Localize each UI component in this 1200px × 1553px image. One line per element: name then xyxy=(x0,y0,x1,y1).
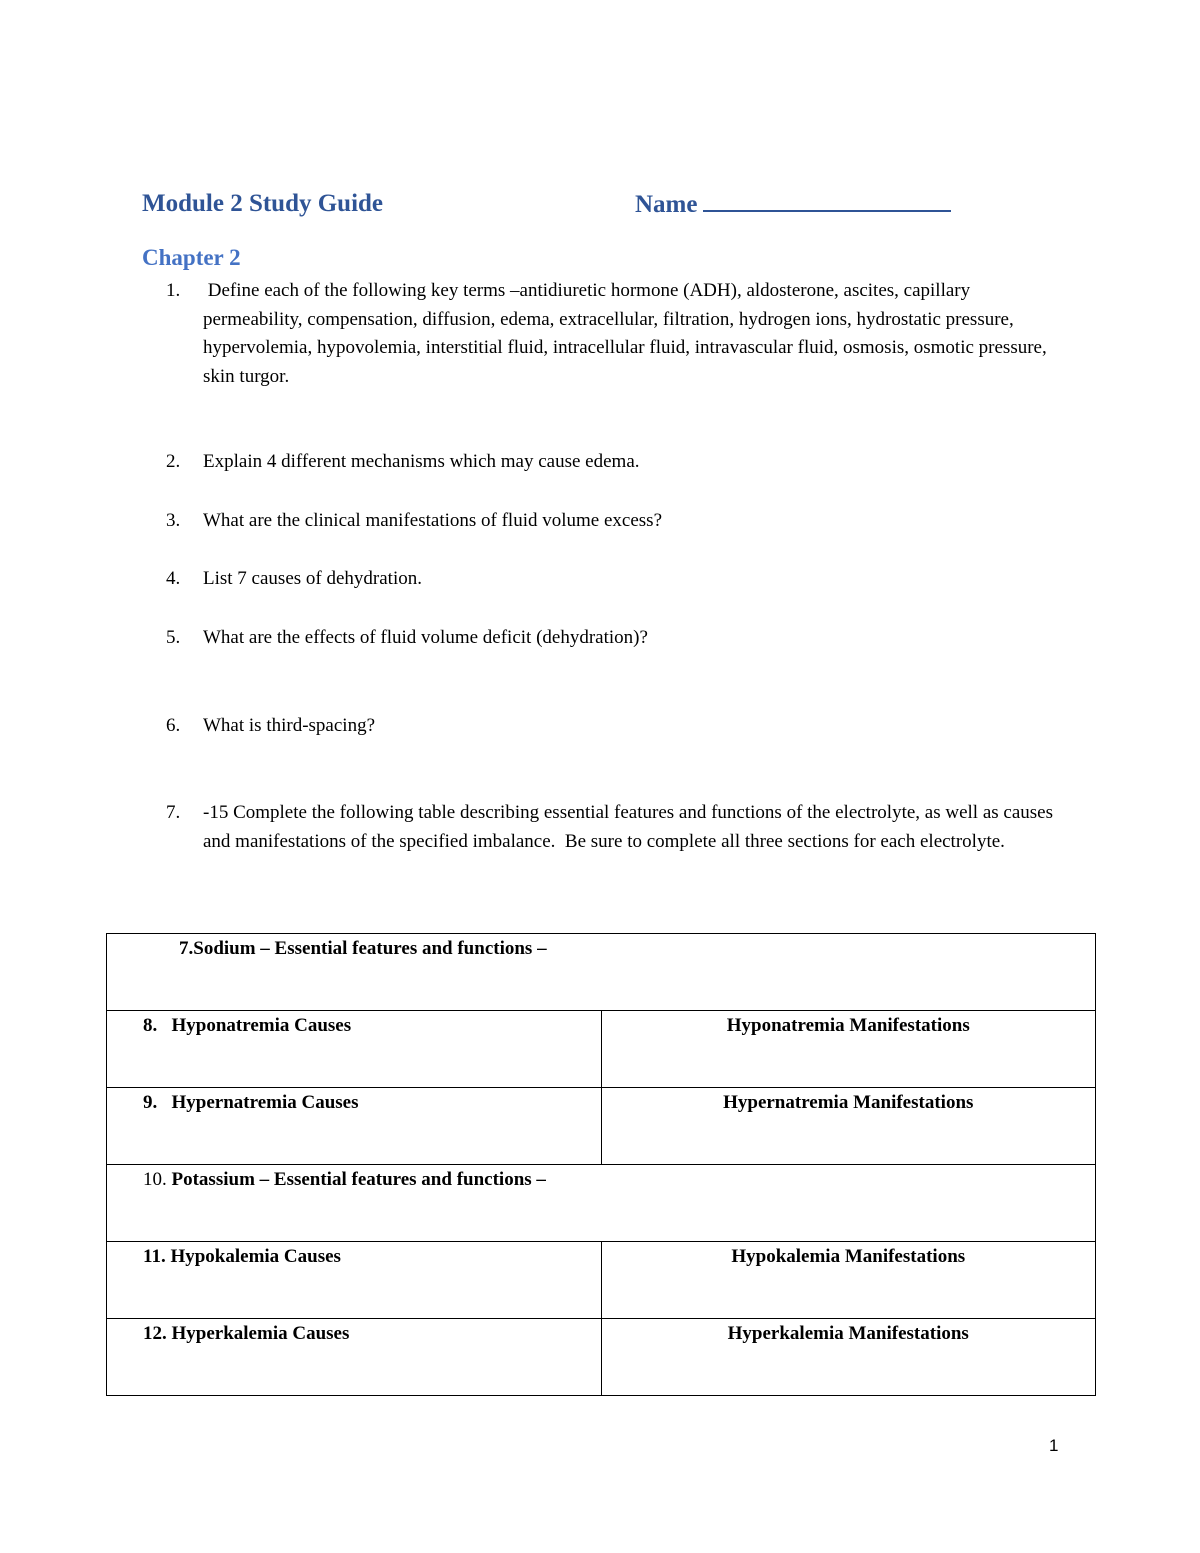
table-row xyxy=(107,1242,1096,1319)
question-5 xyxy=(166,624,1066,653)
page-number: 1 xyxy=(1049,1436,1059,1455)
title-row xyxy=(142,190,1102,226)
hyponatremia-causes-cell[interactable] xyxy=(107,1011,602,1088)
question-number: 7. xyxy=(166,802,181,823)
question-6 xyxy=(166,712,1066,741)
hyperkalemia-causes-cell[interactable] xyxy=(107,1319,602,1396)
hyponatremia-causes-label: 8. Hyponatremia Causes xyxy=(143,1015,352,1036)
sodium-features-label: 7.Sodium – Essential features and functions – xyxy=(179,938,547,959)
question-2 xyxy=(166,448,1066,477)
question-text: -15 Complete the following table describing essential features and functions of the electrolyte, as well as causes and manifestations of the specified imbalance. Be sure to complete all three sections for each electrolyte. xyxy=(203,802,1058,852)
table-row xyxy=(107,1011,1096,1088)
name-blank-line xyxy=(703,190,951,212)
question-number: 2. xyxy=(166,451,181,472)
question-number: 4. xyxy=(166,568,181,589)
question-text: List 7 causes of dehydration. xyxy=(203,568,422,589)
question-number: 3. xyxy=(166,510,181,531)
table-row xyxy=(107,1165,1096,1242)
hyperkalemia-causes-label: 12. Hyperkalemia Causes xyxy=(143,1323,350,1344)
name-label: Name xyxy=(635,191,698,218)
name-field xyxy=(635,190,951,219)
electrolyte-table xyxy=(106,933,1096,1396)
question-7 xyxy=(166,799,1066,856)
table-row xyxy=(107,1319,1096,1396)
table-row xyxy=(107,1088,1096,1165)
question-text: What are the clinical manifestations of fluid volume excess? xyxy=(203,510,662,531)
potassium-number: 10. xyxy=(143,1169,172,1190)
hyperkalemia-manifestations-label: Hyperkalemia Manifestations xyxy=(727,1323,969,1344)
hypokalemia-causes-cell[interactable] xyxy=(107,1242,602,1319)
hypokalemia-causes-label: 11. Hypokalemia Causes xyxy=(143,1246,341,1267)
question-number: 5. xyxy=(166,627,181,648)
question-text: Explain 4 different mechanisms which may cause edema. xyxy=(203,451,640,472)
hypernatremia-manifestations-label: Hypernatremia Manifestations xyxy=(723,1092,974,1113)
sodium-features-cell[interactable] xyxy=(107,934,1096,1011)
hypernatremia-manifestations-cell[interactable] xyxy=(601,1088,1096,1165)
question-number: 6. xyxy=(166,715,181,736)
table-row xyxy=(107,934,1096,1011)
hypernatremia-causes-label: 9. Hypernatremia Causes xyxy=(143,1092,359,1113)
hyponatremia-manifestations-label: Hyponatremia Manifestations xyxy=(726,1015,970,1036)
document-title: Module 2 Study Guide xyxy=(142,190,384,217)
question-text: Define each of the following key terms –antidiuretic hormone (ADH), aldosterone, ascites, capillary permeability, compensation, diffusion, edema, extracellular, filtration, hydrogen ions, hydrostatic pressure, hypervolemia, hypovolemia, interstitial fluid, intracellular fluid, intravascular fluid, osmosis, osmotic pressure, skin turgor. xyxy=(203,280,1052,387)
question-text: What are the effects of fluid volume deficit (dehydration)? xyxy=(203,627,648,648)
hypokalemia-manifestations-cell[interactable] xyxy=(601,1242,1096,1319)
potassium-features-cell[interactable] xyxy=(107,1165,1096,1242)
question-number: 1. xyxy=(166,280,181,301)
question-text: What is third-spacing? xyxy=(203,715,376,736)
potassium-features-label: Potassium – Essential features and functions – xyxy=(171,1169,546,1190)
hypernatremia-causes-cell[interactable] xyxy=(107,1088,602,1165)
question-3 xyxy=(166,507,1066,536)
question-1 xyxy=(166,277,1066,391)
hyperkalemia-manifestations-cell[interactable] xyxy=(601,1319,1096,1396)
question-4 xyxy=(166,565,1066,594)
hypokalemia-manifestations-label: Hypokalemia Manifestations xyxy=(731,1246,966,1267)
chapter-heading: Chapter 2 xyxy=(142,245,241,270)
hyponatremia-manifestations-cell[interactable] xyxy=(601,1011,1096,1088)
